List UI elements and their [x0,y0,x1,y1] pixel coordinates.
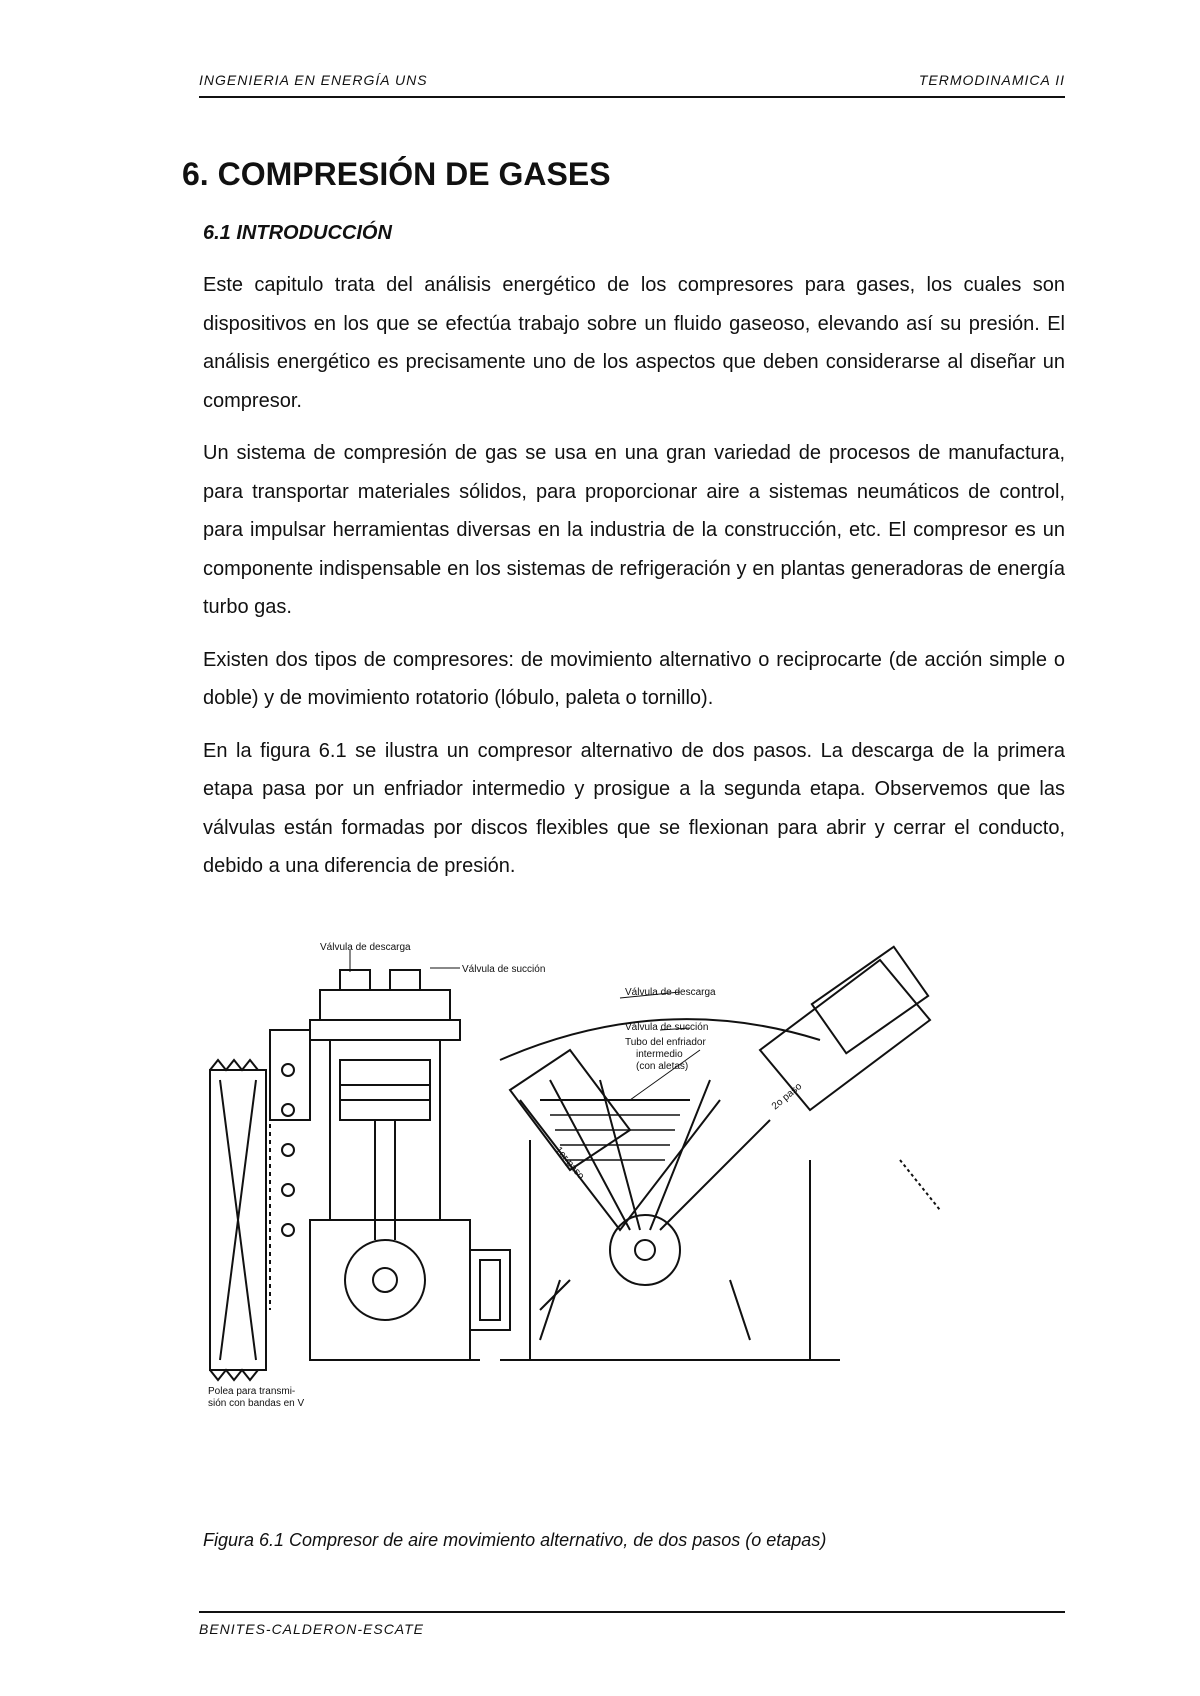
label-valvula-succion-left: Válvula de succión [462,964,546,975]
figure-caption: Figura 6.1 Compresor de aire movimiento alternativo, de dos pasos (o etapas) [203,1530,827,1550]
label-valvula-descarga-left: Válvula de descarga [320,942,411,953]
page-header [199,68,1065,98]
compressor-figure [200,942,1060,1450]
paragraph-3: Existen dos tipos de compresores: de movimiento alternativo o reciprocarte (de acción simple o doble) y de movimiento rotatorio (lóbulo, paleta o tornillo). [203,648,1065,709]
paragraph-2: Un sistema de compresión de gas se usa en una gran variedad de procesos de manufactura, para transportar materiales sólidos, para proporcionar aire a sistemas neumáticos de control, para impulsar herramientas diversas en la industria de la construcción, etc. El compresor es un componente indispensable en los sistemas de refrigeración y en plantas generadoras de energía turbo gas. [203,442,1065,618]
label-tubo-enfriador-2: intermedio [636,1049,683,1060]
label-paso-1: 1er paso [552,1144,587,1182]
page-footer [199,1611,1065,1637]
compressor-drawing [200,942,1060,1450]
chapter-title: 6. COMPRESIÓN DE GASES [182,156,611,192]
footer-authors: BENITES-CALDERON-ESCATE [199,1621,424,1637]
label-polea-2: sión con bandas en V [208,1398,305,1409]
label-tubo-enfriador-3: (con aletas) [636,1061,689,1072]
left-compressor-section [210,970,510,1380]
paragraph-1: Este capitulo trata del análisis energético de los compresores para gases, los cuales son dispositivos en los que se efectúa trabajo sobre un fluido gaseoso, elevando así su presión. El análisis energético es precisamente uno de los aspectos que deben considerarse al diseñar un compresor. [203,274,1065,412]
body-text [203,266,1065,900]
label-valvula-descarga-right: Válvula de descarga [625,987,716,998]
section-title: 6.1 INTRODUCCIÓN [203,222,392,244]
header-right-text: TERMODINAMICA II [918,72,1065,88]
header-left-text: INGENIERIA EN ENERGÍA UNS [199,72,428,88]
label-tubo-enfriador-1: Tubo del enfriador [625,1037,706,1048]
paragraph-4: En la figura 6.1 se ilustra un compresor alternativo de dos pasos. La descarga de la primera etapa pasa por un enfriador intermedio y prosigue a la segunda etapa. Observemos que las válvulas están formadas por discos flexibles que se flexionan para abrir y cerrar el conducto, debido a una diferencia de presión. [203,739,1065,877]
label-valvula-succion-right: Válvula de succión [625,1022,709,1033]
label-paso-2: 2o paso [769,1080,805,1113]
label-polea-1: Polea para transmi- [208,1386,296,1397]
